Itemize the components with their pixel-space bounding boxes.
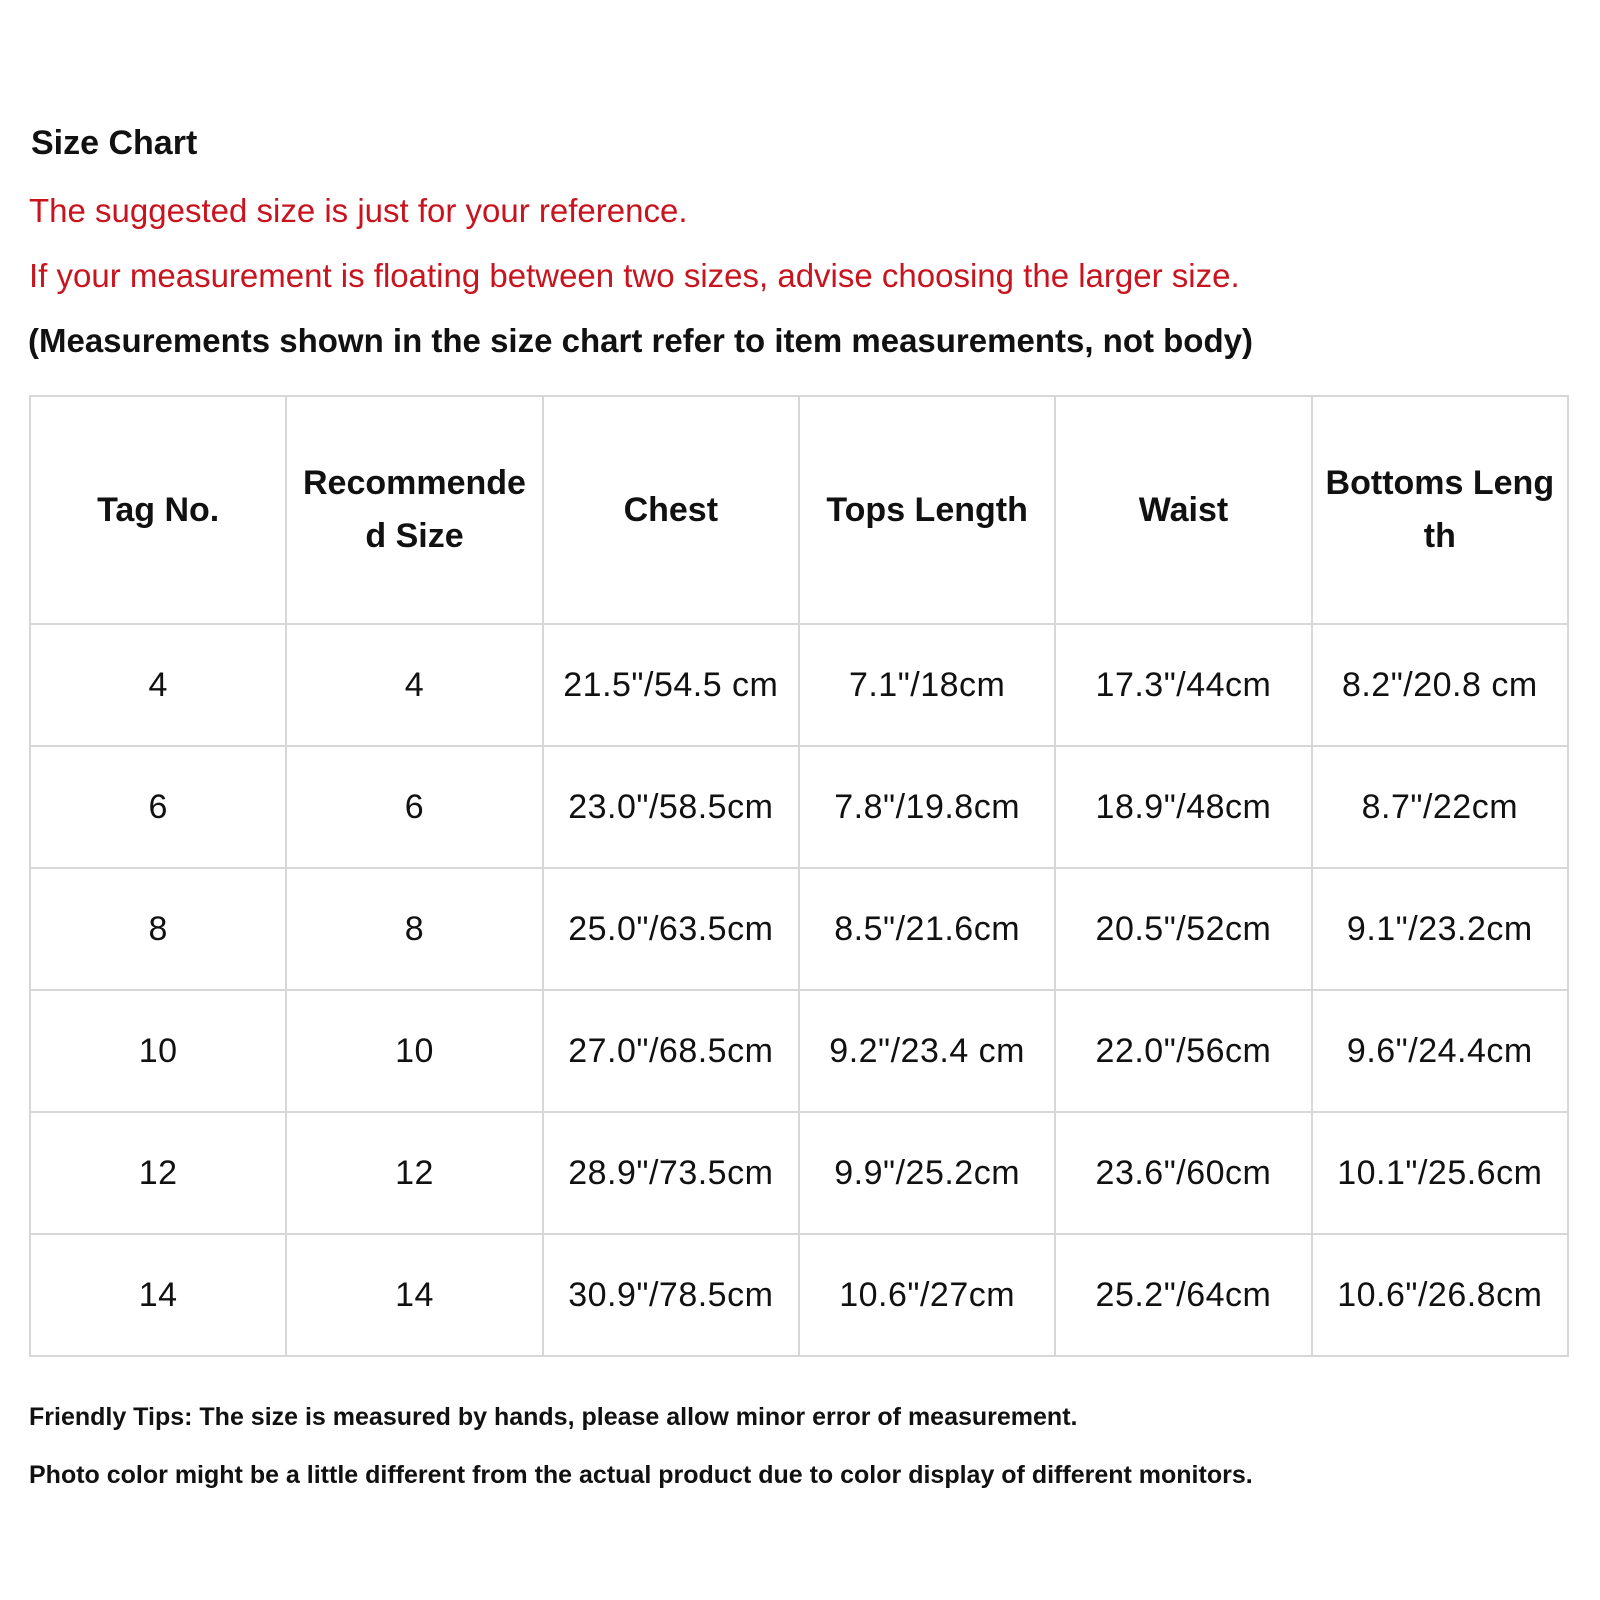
cell-recommended-size: 14 — [286, 1234, 542, 1356]
cell-waist: 17.3"/44cm — [1055, 624, 1311, 746]
reference-notice: The suggested size is just for your reference. — [29, 192, 688, 229]
measurement-disclaimer: (Measurements shown in the size chart refer to item measurements, not body) — [28, 322, 1253, 359]
cell-recommended-size: 8 — [286, 868, 542, 990]
table-header-row — [30, 396, 1568, 624]
cell-chest: 30.9"/78.5cm — [543, 1234, 799, 1356]
cell-waist: 22.0"/56cm — [1055, 990, 1311, 1112]
page-title: Size Chart — [31, 124, 198, 162]
table-row — [30, 746, 1568, 868]
cell-bottoms-length: 10.6"/26.8cm — [1312, 1234, 1568, 1356]
cell-bottoms-length: 10.1"/25.6cm — [1312, 1112, 1568, 1234]
sizing-advice-notice: If your measurement is floating between two sizes, advise choosing the larger size. — [29, 257, 1240, 294]
cell-tops-length: 9.2"/23.4 cm — [799, 990, 1055, 1112]
cell-waist: 25.2"/64cm — [1055, 1234, 1311, 1356]
column-header-recommended-size: Recommended Size — [286, 396, 542, 624]
table-row — [30, 1112, 1568, 1234]
cell-waist: 20.5"/52cm — [1055, 868, 1311, 990]
cell-tag-no: 4 — [30, 624, 286, 746]
cell-chest: 21.5"/54.5 cm — [543, 624, 799, 746]
column-header-tag-no: Tag No. — [30, 396, 286, 624]
table-row — [30, 1234, 1568, 1356]
column-header-tops-length: Tops Length — [799, 396, 1055, 624]
cell-tops-length: 7.8"/19.8cm — [799, 746, 1055, 868]
cell-bottoms-length: 8.7"/22cm — [1312, 746, 1568, 868]
cell-recommended-size: 12 — [286, 1112, 542, 1234]
table-row — [30, 868, 1568, 990]
column-header-chest: Chest — [543, 396, 799, 624]
column-header-waist: Waist — [1055, 396, 1311, 624]
cell-tops-length: 7.1"/18cm — [799, 624, 1055, 746]
table-row — [30, 624, 1568, 746]
cell-tag-no: 12 — [30, 1112, 286, 1234]
cell-recommended-size: 4 — [286, 624, 542, 746]
cell-tag-no: 6 — [30, 746, 286, 868]
cell-tops-length: 8.5"/21.6cm — [799, 868, 1055, 990]
cell-chest: 27.0"/68.5cm — [543, 990, 799, 1112]
table-row — [30, 990, 1568, 1112]
cell-bottoms-length: 8.2"/20.8 cm — [1312, 624, 1568, 746]
cell-chest: 28.9"/73.5cm — [543, 1112, 799, 1234]
cell-bottoms-length: 9.1"/23.2cm — [1312, 868, 1568, 990]
cell-tag-no: 10 — [30, 990, 286, 1112]
cell-chest: 23.0"/58.5cm — [543, 746, 799, 868]
cell-waist: 18.9"/48cm — [1055, 746, 1311, 868]
cell-chest: 25.0"/63.5cm — [543, 868, 799, 990]
cell-recommended-size: 10 — [286, 990, 542, 1112]
friendly-tip: Friendly Tips: The size is measured by hands, please allow minor error of measurement. — [29, 1403, 1078, 1431]
cell-tops-length: 9.9"/25.2cm — [799, 1112, 1055, 1234]
photo-color-tip: Photo color might be a little different from the actual product due to color display of different monitors. — [29, 1461, 1253, 1489]
size-table — [29, 395, 1569, 1357]
cell-recommended-size: 6 — [286, 746, 542, 868]
cell-waist: 23.6"/60cm — [1055, 1112, 1311, 1234]
cell-tops-length: 10.6"/27cm — [799, 1234, 1055, 1356]
cell-bottoms-length: 9.6"/24.4cm — [1312, 990, 1568, 1112]
column-header-bottoms-length: Bottoms Length — [1312, 396, 1568, 624]
cell-tag-no: 14 — [30, 1234, 286, 1356]
cell-tag-no: 8 — [30, 868, 286, 990]
